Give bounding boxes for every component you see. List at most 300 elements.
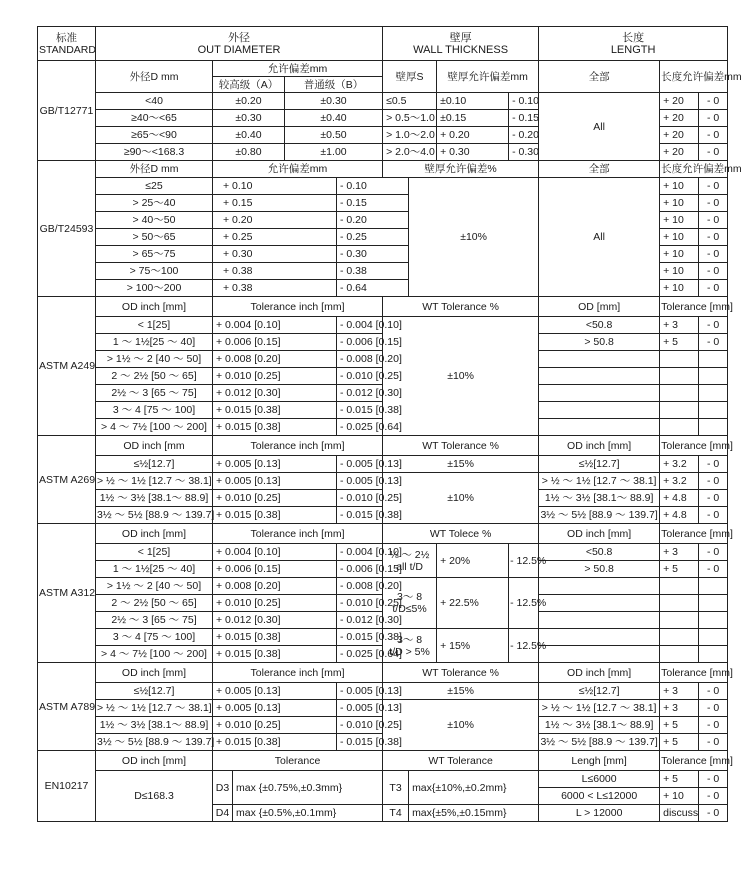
table-cell: ±0.10 xyxy=(437,93,509,110)
table-cell: + 0.005 [0.13] xyxy=(213,683,337,700)
table-cell: - 0.010 [0.25] xyxy=(337,595,383,612)
table-cell: ≥65～<90 xyxy=(96,127,213,144)
a312-wt-range: ⅛ ～ 2½ all t/D xyxy=(383,544,437,578)
table-cell: - 0.38 xyxy=(337,263,409,280)
table-cell: + 0.015 [0.38] xyxy=(213,507,337,524)
table-cell: - 0.006 [0.15] xyxy=(337,561,383,578)
standard-a269: ASTM A269 xyxy=(38,436,96,524)
gb24593-header-row xyxy=(38,161,728,178)
table-cell xyxy=(660,385,699,402)
table-cell: + 20 xyxy=(660,127,699,144)
table-cell: - 0 xyxy=(699,473,728,490)
table-cell: - 0 xyxy=(699,490,728,507)
table-cell: WT Tolerance % xyxy=(383,297,539,317)
table-cell: 1 ～ 1½[25 ～ 40] xyxy=(96,334,213,351)
table-cell: > 1.0～2.0 xyxy=(383,127,437,144)
table-cell: OD inch [mm] xyxy=(539,436,660,456)
table-cell xyxy=(699,646,728,663)
table-cell: < 1[25] xyxy=(96,544,213,561)
table-cell: max{±5%,±0.15mm} xyxy=(409,805,539,822)
table-cell: ≤½[12.7] xyxy=(539,456,660,473)
table-cell: + 0.30 xyxy=(213,246,337,263)
table-cell: discuss xyxy=(660,805,699,822)
gb12771-h-wt: 壁厚S xyxy=(383,61,437,93)
table-cell: + 10 xyxy=(660,178,699,195)
table-cell: + 0.20 xyxy=(437,127,509,144)
table-cell: + 3 xyxy=(660,317,699,334)
table-cell: - 0.15 xyxy=(509,110,539,127)
table-cell: + 0.005 [0.13] xyxy=(213,473,337,490)
table-cell: ≤25 xyxy=(96,178,213,195)
table-cell xyxy=(660,629,699,646)
a312-wt-range: 3～ 8 t/D≤5% xyxy=(383,578,437,629)
table-cell: 允许偏差mm xyxy=(213,161,383,178)
table-cell: + 0.004 [0.10] xyxy=(213,544,337,561)
table-cell: - 0 xyxy=(699,144,728,161)
table-row xyxy=(38,93,728,110)
table-cell: - 0 xyxy=(699,734,728,751)
table-cell: > 2.0～4.0 xyxy=(383,144,437,161)
table-cell: - 0 xyxy=(699,717,728,734)
table-cell: ±10% xyxy=(383,473,539,524)
table-cell xyxy=(539,578,660,595)
table-cell: Tolerance xyxy=(213,751,383,771)
table-cell: + 0.006 [0.15] xyxy=(213,334,337,351)
table-row xyxy=(38,334,728,351)
table-cell: - 0.008 [0.20] xyxy=(337,578,383,595)
table-cell: 3½ ～ 5½ [88.9 ～ 139.7] xyxy=(539,507,660,524)
table-cell: 1 ～ 1½[25 ～ 40] xyxy=(96,561,213,578)
table-cell: > 50.8 xyxy=(539,334,660,351)
table-cell: ±0.40 xyxy=(285,110,383,127)
standard-gb24593: GB/T24593 xyxy=(38,161,96,297)
table-cell: > 1½ ～ 2 [40 ～ 50] xyxy=(96,578,213,595)
table-cell: D4 xyxy=(213,805,233,822)
header-length: 长度 LENGTH xyxy=(539,27,728,61)
table-cell: + 20 xyxy=(660,93,699,110)
table-cell: - 0.012 [0.30] xyxy=(337,385,383,402)
table-cell: + 0.30 xyxy=(437,144,509,161)
table-cell xyxy=(699,595,728,612)
table-cell: + 0.38 xyxy=(213,263,337,280)
table-cell: T4 xyxy=(383,805,409,822)
table-cell xyxy=(699,419,728,436)
table-cell: - 0 xyxy=(699,110,728,127)
table-cell: OD inch [mm] xyxy=(96,663,213,683)
table-cell: - 0.25 xyxy=(337,229,409,246)
table-cell: 6000 < L≤12000 xyxy=(539,788,660,805)
table-cell: + 22.5% xyxy=(437,578,509,629)
table-cell: ±15% xyxy=(383,683,539,700)
table-cell: > 4 ～ 7½ [100 ～ 200] xyxy=(96,646,213,663)
gb12771-all: All xyxy=(539,93,660,161)
table-cell: + 0.015 [0.38] xyxy=(213,629,337,646)
table-cell: WT Tolerance % xyxy=(383,663,539,683)
table-row xyxy=(38,351,728,368)
table-cell: 2 ～ 2½ [50 ～ 65] xyxy=(96,368,213,385)
table-cell: + 3 xyxy=(660,683,699,700)
gb24593-wt-tolerance: ±10% xyxy=(409,178,539,297)
table-cell: 1½ ～ 3½ [38.1～ 88.9] xyxy=(96,717,213,734)
table-cell: + 15% xyxy=(437,629,509,663)
table-cell: 外径D mm xyxy=(96,161,213,178)
gb12771-h-len-tol: 长度允许偏差mm xyxy=(660,61,728,93)
table-cell: 1½ ～ 3½ [38.1～ 88.9] xyxy=(539,717,660,734)
table-cell: - 0.010 [0.25] xyxy=(337,368,383,385)
table-cell: + 5 xyxy=(660,717,699,734)
table-cell: OD inch [mm] xyxy=(96,751,213,771)
table-cell: + 20 xyxy=(660,110,699,127)
table-cell: Tolerance [mm] xyxy=(660,751,728,771)
table-cell: OD [mm] xyxy=(539,297,660,317)
table-cell: max{±10%,±0.2mm} xyxy=(409,771,539,805)
table-row xyxy=(38,473,728,490)
table-cell: + 10 xyxy=(660,229,699,246)
table-cell: 3 ～ 4 [75 ～ 100] xyxy=(96,629,213,646)
table-cell: + 0.006 [0.15] xyxy=(213,561,337,578)
table-cell: > 100～200 xyxy=(96,280,213,297)
table-cell: OD inch [mm xyxy=(96,436,213,456)
table-cell: + 0.005 [0.13] xyxy=(213,456,337,473)
od-range: <40 xyxy=(96,93,213,110)
table-cell xyxy=(660,646,699,663)
table-cell: - 0 xyxy=(699,788,728,805)
table-cell: Lengh [mm] xyxy=(539,751,660,771)
table-cell: ±0.20 xyxy=(213,93,285,110)
table-cell: max {±0.5%,±0.1mm} xyxy=(233,805,383,822)
table-cell: - 0.015 [0.38] xyxy=(337,629,383,646)
table-cell: OD inch [mm] xyxy=(539,524,660,544)
table-cell: - 0 xyxy=(699,195,728,212)
table-cell: + 0.012 [0.30] xyxy=(213,385,337,402)
table-row xyxy=(38,368,728,385)
tolerance-table xyxy=(37,26,742,822)
table-cell: + 10 xyxy=(660,195,699,212)
table-cell: - 12.5% xyxy=(509,629,539,663)
gb12771-h-normal: 普通级（B） xyxy=(285,77,383,93)
table-cell xyxy=(699,612,728,629)
table-cell: + 0.25 xyxy=(213,229,337,246)
table-cell xyxy=(539,419,660,436)
table-cell: ±15% xyxy=(383,456,539,473)
table-cell: - 0 xyxy=(699,771,728,788)
table-cell: - 0.006 [0.15] xyxy=(337,334,383,351)
table-cell: - 0 xyxy=(699,280,728,297)
a312-header-row xyxy=(38,524,728,544)
table-cell: - 0.005 [0.13] xyxy=(337,456,383,473)
table-cell: - 0 xyxy=(699,507,728,524)
table-cell: ±1.00 xyxy=(285,144,383,161)
table-row xyxy=(38,456,728,473)
table-cell: L > 12000 xyxy=(539,805,660,822)
table-cell: > 40～50 xyxy=(96,212,213,229)
table-cell: 1½ ～ 3½ [38.1～ 88.9] xyxy=(539,490,660,507)
table-row xyxy=(38,490,728,507)
table-cell: ≤0.5 xyxy=(383,93,437,110)
table-cell: Tolerance inch [mm] xyxy=(213,436,383,456)
table-row xyxy=(38,771,728,788)
table-cell: > 75～100 xyxy=(96,263,213,280)
table-cell: - 0 xyxy=(699,229,728,246)
table-cell: - 0.005 [0.13] xyxy=(337,683,383,700)
header-out-diameter: 外径 OUT DIAMETER xyxy=(96,27,383,61)
table-cell: 3½ ～ 5½ [88.9 ～ 139.7] xyxy=(96,734,213,751)
header-standard: 标准 STANDARD xyxy=(38,27,96,61)
table-cell: - 0 xyxy=(699,212,728,229)
table-cell xyxy=(660,402,699,419)
en10217-header-row xyxy=(38,751,728,771)
table-cell: WT Tolerance % xyxy=(383,436,539,456)
table-row xyxy=(38,561,728,578)
table-cell: Tolerance inch [mm] xyxy=(213,663,383,683)
table-row xyxy=(38,612,728,629)
a249-header-row xyxy=(38,297,728,317)
a789-header-row xyxy=(38,663,728,683)
table-cell xyxy=(699,351,728,368)
table-cell: + 5 xyxy=(660,334,699,351)
table-cell: > ½ ～ 1½ [12.7 ～ 38.1] xyxy=(539,473,660,490)
table-cell: ±10% xyxy=(383,700,539,751)
table-cell xyxy=(539,646,660,663)
table-cell: 3½ ～ 5½ [88.9 ～ 139.7] xyxy=(96,507,213,524)
gb12771-h-tol: 允许偏差mm xyxy=(213,61,383,77)
table-cell: + 10 xyxy=(660,788,699,805)
table-cell: + 0.008 [0.20] xyxy=(213,578,337,595)
table-cell: > ½ ～ 1½ [12.7 ～ 38.1] xyxy=(539,700,660,717)
table-row xyxy=(38,646,728,663)
table-cell: - 0 xyxy=(699,263,728,280)
table-cell: - 0.015 [0.38] xyxy=(337,402,383,419)
gb12771-h-all: 全部 xyxy=(539,61,660,93)
table-cell: - 0 xyxy=(699,683,728,700)
table-cell: D3 xyxy=(213,771,233,805)
table-cell: ±0.30 xyxy=(285,93,383,110)
table-cell: - 0 xyxy=(699,246,728,263)
table-cell: - 0.30 xyxy=(509,144,539,161)
table-cell: 2½ ～ 3 [65 ～ 75] xyxy=(96,612,213,629)
table-cell: > 4 ～ 7½ [100 ～ 200] xyxy=(96,419,213,436)
table-cell: Tolerance inch [mm] xyxy=(213,524,383,544)
table-cell: - 0.015 [0.38] xyxy=(337,734,383,751)
table-cell: - 0.005 [0.13] xyxy=(337,700,383,717)
table-cell: - 0 xyxy=(699,456,728,473)
table-cell: + 10 xyxy=(660,280,699,297)
table-cell: - 0.10 xyxy=(337,178,409,195)
table-cell xyxy=(699,368,728,385)
table-cell: OD inch [mm] xyxy=(539,663,660,683)
standard-a249: ASTM A249 xyxy=(38,297,96,436)
table-cell: - 0.012 [0.30] xyxy=(337,612,383,629)
table-cell: + 5 xyxy=(660,561,699,578)
table-cell: > ½ ～ 1½ [12.7 ～ 38.1] xyxy=(96,700,213,717)
table-cell: - 0.025 [0.64] xyxy=(337,646,383,663)
table-cell: ±0.40 xyxy=(213,127,285,144)
table-cell: Tolerance [mm] xyxy=(660,663,728,683)
table-cell: Tolerance [mm] xyxy=(660,524,728,544)
table-cell: + 5 xyxy=(660,771,699,788)
table-cell: + 0.15 xyxy=(213,195,337,212)
table-cell: ±0.30 xyxy=(213,110,285,127)
table-row xyxy=(38,317,728,334)
table-row xyxy=(38,629,728,646)
table-cell: - 0.20 xyxy=(509,127,539,144)
table-cell: - 0.64 xyxy=(337,280,409,297)
table-cell xyxy=(699,578,728,595)
table-cell: + 20 xyxy=(660,144,699,161)
table-row xyxy=(38,683,728,700)
table-cell: - 0.010 [0.25] xyxy=(337,717,383,734)
table-cell: 壁厚允许偏差% xyxy=(383,161,539,178)
a269-header-row xyxy=(38,436,728,456)
table-cell: + 0.20 xyxy=(213,212,337,229)
table-cell: > 65～75 xyxy=(96,246,213,263)
table-cell: + 0.015 [0.38] xyxy=(213,734,337,751)
table-cell: <50.8 xyxy=(539,544,660,561)
table-row xyxy=(38,595,728,612)
table-cell: - 0 xyxy=(699,178,728,195)
table-cell: + 0.38 xyxy=(213,280,337,297)
table-cell: 3½ ～ 5½ [88.9 ～ 139.7] xyxy=(539,734,660,751)
table-cell: - 0.15 xyxy=(337,195,409,212)
standard-en10217: EN10217 xyxy=(38,751,96,822)
table-row xyxy=(38,385,728,402)
table-cell: OD inch [mm] xyxy=(96,297,213,317)
table-cell: + 5 xyxy=(660,734,699,751)
table-cell: - 0 xyxy=(699,127,728,144)
table-row xyxy=(38,402,728,419)
table-cell: > 1½ ～ 2 [40 ～ 50] xyxy=(96,351,213,368)
table-cell: ±0.15 xyxy=(437,110,509,127)
gb24593-all: All xyxy=(539,178,660,297)
table-cell xyxy=(539,385,660,402)
table-cell: + 0.010 [0.25] xyxy=(213,368,337,385)
en10217-od: D≤168.3 xyxy=(96,771,213,822)
table-cell: + 4.8 xyxy=(660,507,699,524)
table-row xyxy=(38,700,728,717)
table-cell xyxy=(539,368,660,385)
table-row xyxy=(38,734,728,751)
table-cell xyxy=(660,368,699,385)
table-cell: + 0.005 [0.13] xyxy=(213,700,337,717)
table-cell: > 50.8 xyxy=(539,561,660,578)
table-row xyxy=(38,578,728,595)
table-cell: 全部 xyxy=(539,161,660,178)
table-cell: - 0.015 [0.38] xyxy=(337,507,383,524)
table-cell xyxy=(539,402,660,419)
table-cell xyxy=(699,629,728,646)
table-cell: > 0.5～1.0 xyxy=(383,110,437,127)
table-cell: + 0.10 xyxy=(213,178,337,195)
table-cell: + 4.8 xyxy=(660,490,699,507)
table-cell: > ½ ～ 1½ [12.7 ～ 38.1] xyxy=(96,473,213,490)
table-cell: - 0 xyxy=(699,317,728,334)
table-cell: - 0.004 [0.10] xyxy=(337,544,383,561)
table-cell: 2½ ～ 3 [65 ～ 75] xyxy=(96,385,213,402)
table-cell xyxy=(660,578,699,595)
table-cell: + 3.2 xyxy=(660,473,699,490)
table-cell xyxy=(539,351,660,368)
table-cell: WT Tolerance xyxy=(383,751,539,771)
table-cell: ≥90～<168.3 xyxy=(96,144,213,161)
table-cell: - 0.20 xyxy=(337,212,409,229)
table-cell: + 10 xyxy=(660,246,699,263)
table-cell: + 0.010 [0.25] xyxy=(213,595,337,612)
table-cell: WT Tolece % xyxy=(383,524,539,544)
table-cell: <50.8 xyxy=(539,317,660,334)
table-cell: - 0 xyxy=(699,561,728,578)
table-cell: + 20% xyxy=(437,544,509,578)
header-wall-thickness: 壁厚 WALL THICKNESS xyxy=(383,27,539,61)
table-cell: + 0.004 [0.10] xyxy=(213,317,337,334)
standard-a312: ASTM A312 xyxy=(38,524,96,663)
table-row xyxy=(38,507,728,524)
table-cell: + 0.015 [0.38] xyxy=(213,646,337,663)
table-cell: - 0 xyxy=(699,700,728,717)
table-row xyxy=(38,419,728,436)
table-cell: - 0 xyxy=(699,93,728,110)
table-cell: Tolerance inch [mm] xyxy=(213,297,383,317)
table-cell: ≤½[12.7] xyxy=(96,683,213,700)
table-cell: - 0 xyxy=(699,805,728,822)
table-cell: > 25～40 xyxy=(96,195,213,212)
a249-wt-tolerance: ±10% xyxy=(383,317,539,436)
table-cell xyxy=(539,629,660,646)
table-cell: Tolerance [mm] xyxy=(660,436,728,456)
table-cell: + 0.010 [0.25] xyxy=(213,490,337,507)
table-cell xyxy=(539,595,660,612)
table-cell: + 0.015 [0.38] xyxy=(213,419,337,436)
table-cell: 1½ ～ 3½ [38.1～ 88.9] xyxy=(96,490,213,507)
standard-a789: ASTM A789 xyxy=(38,663,96,751)
table-cell: - 0.30 xyxy=(337,246,409,263)
a312-wt-range: 3～ 8 t/D > 5% xyxy=(383,629,437,663)
table-cell: > 50～65 xyxy=(96,229,213,246)
table-cell: + 3.2 xyxy=(660,456,699,473)
table-cell: + 0.012 [0.30] xyxy=(213,612,337,629)
table-row xyxy=(38,544,728,561)
table-cell: + 0.015 [0.38] xyxy=(213,402,337,419)
gb12771-header-row xyxy=(38,61,728,77)
standard-gb12771: GB/T12771 xyxy=(38,61,96,161)
table-cell: - 12.5% xyxy=(509,544,539,578)
table-cell xyxy=(660,612,699,629)
table-cell xyxy=(660,595,699,612)
table-cell: ±0.80 xyxy=(213,144,285,161)
table-cell: < 1[25] xyxy=(96,317,213,334)
table-cell: - 0.10 xyxy=(509,93,539,110)
table-cell: ≤½[12.7] xyxy=(96,456,213,473)
table-cell: + 10 xyxy=(660,212,699,229)
table-cell xyxy=(699,385,728,402)
gb12771-h-od: 外径D mm xyxy=(96,61,213,93)
table-cell: T3 xyxy=(383,771,409,805)
table-cell: + 3 xyxy=(660,700,699,717)
table-cell: 长度允许偏差mm xyxy=(660,161,728,178)
table-cell: - 0.005 [0.13] xyxy=(337,473,383,490)
header-row xyxy=(38,27,728,61)
table-cell: ≥40～<65 xyxy=(96,110,213,127)
table-cell: - 0.025 [0.64] xyxy=(337,419,383,436)
table-cell: - 0 xyxy=(699,334,728,351)
table-cell: OD inch [mm] xyxy=(96,524,213,544)
table-cell: ±0.50 xyxy=(285,127,383,144)
table-cell: - 0.004 [0.10] xyxy=(337,317,383,334)
table-cell xyxy=(539,612,660,629)
table-cell: + 10 xyxy=(660,263,699,280)
table-cell xyxy=(660,351,699,368)
gb12771-h-high: 较高级（A） xyxy=(213,77,285,93)
table-cell: ≤½[12.7] xyxy=(539,683,660,700)
